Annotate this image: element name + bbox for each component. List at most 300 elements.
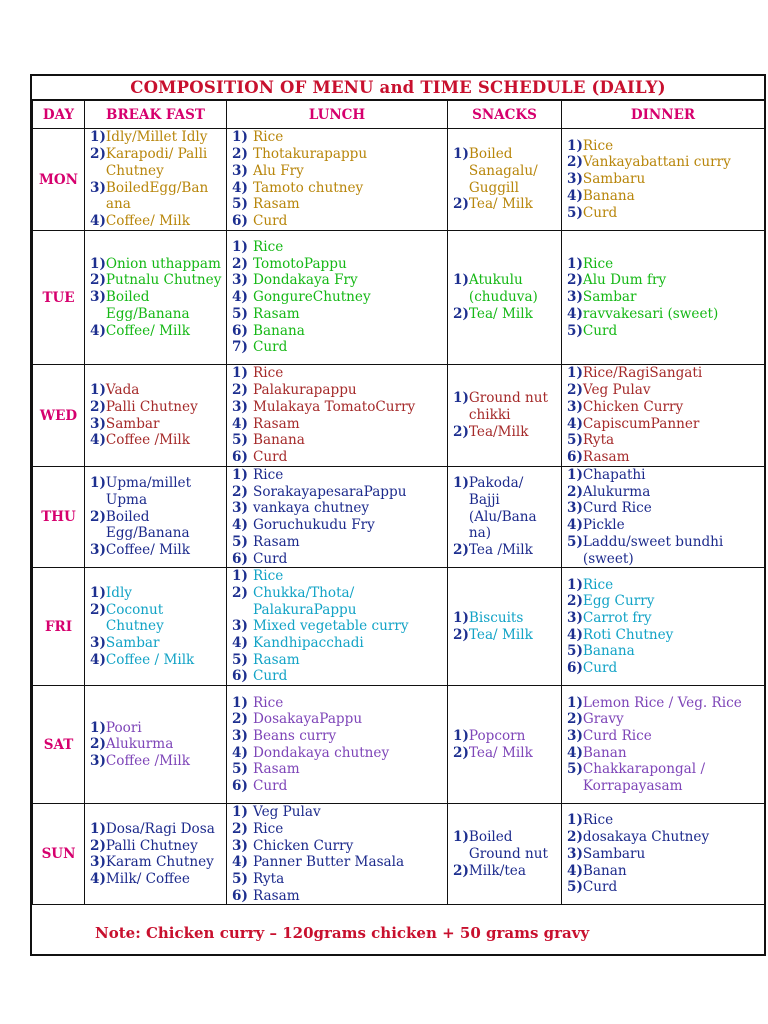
menu-item (567, 577, 760, 594)
item-text: Curd (253, 448, 288, 465)
item-number: 2) (232, 382, 248, 399)
item-number: 6) (232, 448, 248, 465)
menu-item (453, 424, 557, 441)
item-text: Rice (253, 365, 284, 382)
menu-item (453, 390, 557, 423)
item-number: 6) (232, 668, 248, 685)
item-text: Thotakurapappu (253, 146, 368, 163)
item-text: Coffee/ Milk (105, 212, 190, 229)
item-number: 4) (90, 212, 106, 229)
table-row (33, 129, 765, 231)
item-text: Mulakaya TomatoCurry (253, 398, 416, 415)
item-number: 5) (232, 651, 248, 668)
item-number: 1) (90, 820, 106, 837)
menu-item (567, 484, 760, 501)
item-number: 5) (232, 305, 248, 322)
item-text: Pickle (582, 517, 625, 534)
item-number: 6) (232, 887, 248, 904)
item-text: Idly/Millet Idly (105, 129, 208, 146)
item-text: Atukulu (chuduva) (468, 272, 538, 306)
menu-item (90, 416, 222, 433)
item-number: 3) (90, 289, 106, 306)
item-number: 6) (232, 212, 248, 229)
item-text: Kandhipacchadi (253, 635, 364, 652)
lunch-cell (227, 365, 448, 467)
item-text: Tamoto chutney (253, 179, 364, 196)
item-number: 2) (567, 382, 583, 399)
item-number: 4) (232, 635, 248, 652)
menu-item (90, 720, 222, 737)
item-text: Roti Chutney (582, 626, 674, 643)
header-breakfast: BREAK FAST (85, 101, 227, 129)
menu-item (567, 728, 760, 745)
item-number: 1) (453, 272, 469, 289)
item-number: 1) (90, 255, 106, 272)
menu-item (90, 399, 222, 416)
dinner-list (562, 577, 764, 677)
item-number: 2) (232, 483, 248, 500)
lunch-list (227, 365, 447, 465)
item-number: 5) (232, 533, 248, 550)
menu-item (232, 635, 443, 652)
menu-item (453, 863, 557, 880)
lunch-list (227, 129, 447, 229)
item-text: Palli Chutney (105, 398, 198, 415)
item-number: 4) (90, 322, 106, 339)
table-row (33, 365, 765, 467)
item-text: Banana (582, 643, 635, 660)
item-number: 1) (90, 584, 106, 601)
menu-item (232, 467, 443, 484)
item-text: Rice (253, 239, 284, 256)
day-cell: THU (33, 467, 85, 568)
item-text: Veg Pulav (253, 804, 321, 821)
item-text: Sambaru (582, 171, 646, 188)
header-snacks: SNACKS (448, 101, 562, 129)
item-number: 2) (453, 196, 469, 213)
menu-item (232, 180, 443, 197)
menu-item (232, 854, 443, 871)
item-number: 4) (232, 517, 248, 534)
item-text: Curd (582, 204, 618, 221)
item-number: 1) (90, 719, 106, 736)
menu-item (232, 728, 443, 745)
menu-item (453, 627, 557, 644)
menu-item (567, 610, 760, 627)
menu-item (567, 500, 760, 517)
item-text: Alu Fry (253, 162, 304, 179)
item-text: Popcorn (468, 727, 526, 744)
item-text: Gravy (582, 711, 624, 728)
snacks-cell (448, 365, 562, 467)
item-text: Chakkarapongal / Korrapayasam (582, 761, 706, 795)
item-text: Lemon Rice / Veg. Rice (582, 694, 742, 711)
menu-item (567, 188, 760, 205)
item-number: 2) (453, 744, 469, 761)
item-text: Ground nut chikki (468, 390, 548, 424)
day-cell: SUN (33, 804, 85, 905)
item-number: 5) (232, 870, 248, 887)
item-number: 2) (567, 483, 583, 500)
item-text: Curd (582, 322, 618, 339)
item-text: Rasam (253, 887, 300, 904)
menu-item (567, 205, 760, 222)
item-number: 3) (232, 727, 248, 744)
item-number: 3) (567, 398, 583, 415)
item-text: Curd (582, 660, 618, 677)
item-number: 1) (453, 146, 469, 163)
item-number: 5) (567, 204, 583, 221)
item-text: Tea/ Milk (468, 305, 533, 322)
item-number: 2) (232, 820, 248, 837)
menu-item (90, 585, 222, 602)
menu-item (567, 643, 760, 660)
item-number: 1) (567, 467, 583, 483)
item-number: 3) (90, 854, 106, 871)
menu-item (90, 871, 222, 888)
item-number: 2) (453, 305, 469, 322)
dinner-list (562, 365, 764, 465)
item-number: 4) (232, 289, 248, 306)
item-text: Boiled Ground nut (468, 829, 548, 862)
item-text: Karam Chutney (105, 854, 214, 871)
menu-item (567, 382, 760, 399)
menu-item (567, 745, 760, 762)
item-text: Rasam (253, 761, 300, 778)
item-number: 3) (232, 837, 248, 854)
item-text: Coffee/ Milk (105, 322, 190, 339)
item-text: Egg Curry (582, 593, 655, 610)
item-number: 5) (567, 643, 583, 660)
item-text: vankaya chutney (253, 500, 370, 517)
menu-item (90, 432, 222, 449)
menu-item (232, 804, 443, 821)
item-number: 1) (453, 475, 469, 492)
item-text: Chicken Curry (253, 837, 354, 854)
item-text: Alukurma (105, 736, 174, 753)
item-text: Biscuits (468, 609, 524, 626)
menu-item (453, 306, 557, 323)
item-text: Banana (253, 322, 305, 339)
item-number: 4) (567, 415, 583, 432)
item-number: 1) (232, 467, 248, 483)
table-row (33, 467, 765, 568)
item-number: 5) (567, 879, 583, 896)
menu-item (453, 542, 557, 559)
item-number: 2) (90, 736, 106, 753)
item-number: 5) (567, 322, 583, 339)
menu-item (232, 668, 443, 685)
item-number: 1) (90, 475, 106, 492)
menu-item (453, 745, 557, 762)
menu-item (90, 146, 222, 179)
snacks-list (448, 829, 561, 879)
lunch-cell (227, 686, 448, 804)
dinner-list (562, 138, 764, 222)
item-text: Banana (253, 432, 305, 449)
menu-item (567, 416, 760, 433)
breakfast-cell (85, 804, 227, 905)
item-number: 1) (567, 255, 583, 272)
menu-item (567, 660, 760, 677)
lunch-cell (227, 231, 448, 365)
menu-item (232, 871, 443, 888)
item-number: 1) (567, 576, 583, 593)
menu-item (232, 745, 443, 762)
lunch-cell (227, 568, 448, 686)
item-text: Poori (105, 719, 142, 736)
table-row (33, 231, 765, 365)
item-text: Putnalu Chutney (105, 272, 222, 289)
menu-item (232, 399, 443, 416)
item-number: 2) (232, 255, 248, 272)
menu-item (567, 517, 760, 534)
menu-item (90, 272, 222, 289)
item-text: Rasam (253, 533, 300, 550)
menu-item (567, 449, 760, 466)
item-number: 2) (90, 146, 106, 163)
menu-item (567, 593, 760, 610)
item-text: Rasam (582, 448, 630, 465)
menu-item (567, 365, 760, 382)
item-number: 1) (567, 694, 583, 711)
menu-item (232, 821, 443, 838)
item-text: Chapathi (582, 467, 646, 483)
menu-item (90, 602, 222, 635)
menu-item (567, 829, 760, 846)
item-text: Curd Rice (582, 500, 652, 517)
menu-item (232, 146, 443, 163)
item-text: Curd (582, 879, 618, 896)
menu-item (90, 736, 222, 753)
dinner-list (562, 812, 764, 896)
item-number: 1) (232, 129, 248, 146)
item-text: Ryta (582, 432, 615, 449)
snacks-list (448, 728, 561, 761)
item-number: 5) (232, 196, 248, 213)
item-text: Curd (253, 668, 288, 685)
menu-item (453, 728, 557, 745)
item-text: Coffee /Milk (105, 432, 190, 449)
item-number: 4) (232, 415, 248, 432)
menu-item (232, 838, 443, 855)
item-number: 1) (90, 382, 106, 399)
menu-item (232, 618, 443, 635)
item-number: 5) (567, 533, 583, 550)
lunch-cell (227, 467, 448, 568)
item-text: DosakayaPappu (253, 711, 363, 728)
item-number: 2) (453, 626, 469, 643)
item-number: 1) (567, 137, 583, 154)
menu-item (567, 306, 760, 323)
item-number: 3) (232, 500, 248, 517)
item-number: 6) (232, 778, 248, 795)
item-text: ravvakesari (sweet) (582, 305, 719, 322)
item-text: Dosa/Ragi Dosa (105, 820, 215, 837)
menu-item (90, 821, 222, 838)
item-text: Curd (253, 212, 288, 229)
item-text: Idly (105, 584, 132, 601)
menu-item (90, 635, 222, 652)
snacks-cell (448, 467, 562, 568)
item-number: 4) (232, 854, 248, 871)
snacks-list (448, 610, 561, 643)
header-row (33, 101, 765, 129)
snacks-cell (448, 804, 562, 905)
item-text: Chicken Curry (582, 398, 684, 415)
item-number: 2) (567, 711, 583, 728)
item-text: Sambar (105, 415, 160, 432)
snacks-list (448, 272, 561, 322)
dinner-cell (562, 568, 765, 686)
menu-item (453, 146, 557, 196)
menu-item (232, 339, 443, 356)
item-number: 1) (567, 365, 583, 382)
menu-item (232, 239, 443, 256)
item-text: Tea/Milk (468, 423, 529, 440)
snacks-cell (448, 129, 562, 231)
item-text: Rice (582, 812, 614, 829)
item-text: Alukurma (582, 483, 651, 500)
item-number: 1) (453, 727, 469, 744)
item-number: 3) (567, 727, 583, 744)
item-number: 1) (232, 239, 248, 256)
item-number: 1) (232, 365, 248, 382)
menu-item (90, 753, 222, 770)
item-text: Rasam (253, 651, 300, 668)
item-text: Veg Pulav (582, 382, 651, 399)
item-number: 2) (90, 508, 106, 525)
menu-item (567, 171, 760, 188)
menu-item (567, 272, 760, 289)
item-number: 4) (232, 179, 248, 196)
item-number: 1) (453, 829, 469, 846)
item-number: 2) (567, 593, 583, 610)
item-text: Boiled Sanagalu/ Guggill (468, 146, 538, 196)
header-lunch: LUNCH (227, 101, 448, 129)
breakfast-cell (85, 231, 227, 365)
item-number: 5) (232, 761, 248, 778)
day-cell: SAT (33, 686, 85, 804)
menu-item (453, 272, 557, 305)
item-number: 4) (90, 870, 106, 887)
item-text: Rice (582, 137, 614, 154)
item-text: Onion uthappam (105, 255, 221, 272)
item-text: Palakurapappu (253, 382, 357, 399)
menu-item (453, 475, 557, 542)
item-number: 1) (567, 812, 583, 829)
menu-item (232, 551, 443, 568)
menu-item (232, 163, 443, 180)
item-number: 2) (567, 829, 583, 846)
item-text: Rice (253, 568, 284, 585)
item-text: Alu Dum fry (582, 272, 667, 289)
item-text: Rice (253, 467, 284, 483)
menu-item (567, 432, 760, 449)
menu-item (90, 542, 222, 559)
item-number: 3) (232, 398, 248, 415)
item-text: TomotoPappu (253, 255, 347, 272)
lunch-cell (227, 804, 448, 905)
item-number: 3) (232, 272, 248, 289)
breakfast-list (85, 720, 226, 770)
item-text: Banana (582, 187, 635, 204)
breakfast-list (85, 256, 226, 340)
menu-item (232, 652, 443, 669)
item-number: 4) (232, 744, 248, 761)
menu-item (232, 129, 443, 146)
item-number: 4) (90, 651, 106, 668)
menu-item (567, 289, 760, 306)
item-number: 3) (90, 635, 106, 652)
item-text: Karapodi/ Palli Chutney (105, 146, 208, 179)
breakfast-cell (85, 365, 227, 467)
item-number: 3) (232, 162, 248, 179)
page-title: COMPOSITION OF MENU and TIME SCHEDULE (DAILY) (32, 76, 764, 100)
item-text: Dondakaya Fry (253, 272, 358, 289)
item-number: 2) (90, 272, 106, 289)
menu-item (232, 761, 443, 778)
snacks-list (448, 475, 561, 559)
breakfast-cell (85, 129, 227, 231)
menu-item (453, 610, 557, 627)
item-text: Vada (105, 382, 140, 399)
item-text: Sambar (582, 289, 637, 306)
item-text: Beans curry (253, 727, 337, 744)
header-dinner: DINNER (562, 101, 765, 129)
dinner-cell (562, 686, 765, 804)
item-text: Dondakaya chutney (253, 744, 390, 761)
menu-item (90, 382, 222, 399)
menu-item (90, 854, 222, 871)
item-number: 1) (232, 694, 248, 711)
snacks-list (448, 146, 561, 213)
item-number: 3) (567, 500, 583, 517)
menu-item (232, 432, 443, 449)
item-number: 6) (567, 660, 583, 677)
item-text: GongureChutney (253, 289, 371, 306)
item-number: 4) (567, 305, 583, 322)
menu-item (232, 888, 443, 905)
dinner-cell (562, 804, 765, 905)
item-text: dosakaya Chutney (582, 829, 710, 846)
header-day: DAY (33, 101, 85, 129)
item-number: 4) (90, 432, 106, 449)
dinner-cell (562, 231, 765, 365)
item-number: 3) (90, 179, 106, 196)
item-number: 2) (232, 711, 248, 728)
item-number: 5) (567, 761, 583, 778)
item-text: Laddu/sweet bundhi (sweet) (582, 533, 724, 567)
item-text: Mixed vegetable curry (253, 618, 409, 635)
item-text: Rice (253, 694, 284, 711)
dinner-cell (562, 365, 765, 467)
item-number: 6) (567, 448, 583, 465)
item-text: Coffee / Milk (105, 651, 195, 668)
dinner-cell (562, 129, 765, 231)
menu-item (567, 256, 760, 273)
item-text: BoiledEgg/Ban ana (105, 179, 209, 213)
item-text: Upma/millet Upma (105, 475, 192, 509)
lunch-list (227, 568, 447, 685)
menu-item (232, 289, 443, 306)
menu-item (567, 711, 760, 728)
item-text: Tea /Milk (468, 542, 533, 559)
item-number: 1) (232, 804, 248, 821)
menu-body (33, 129, 765, 905)
item-text: Rice (253, 820, 284, 837)
menu-item (232, 416, 443, 433)
